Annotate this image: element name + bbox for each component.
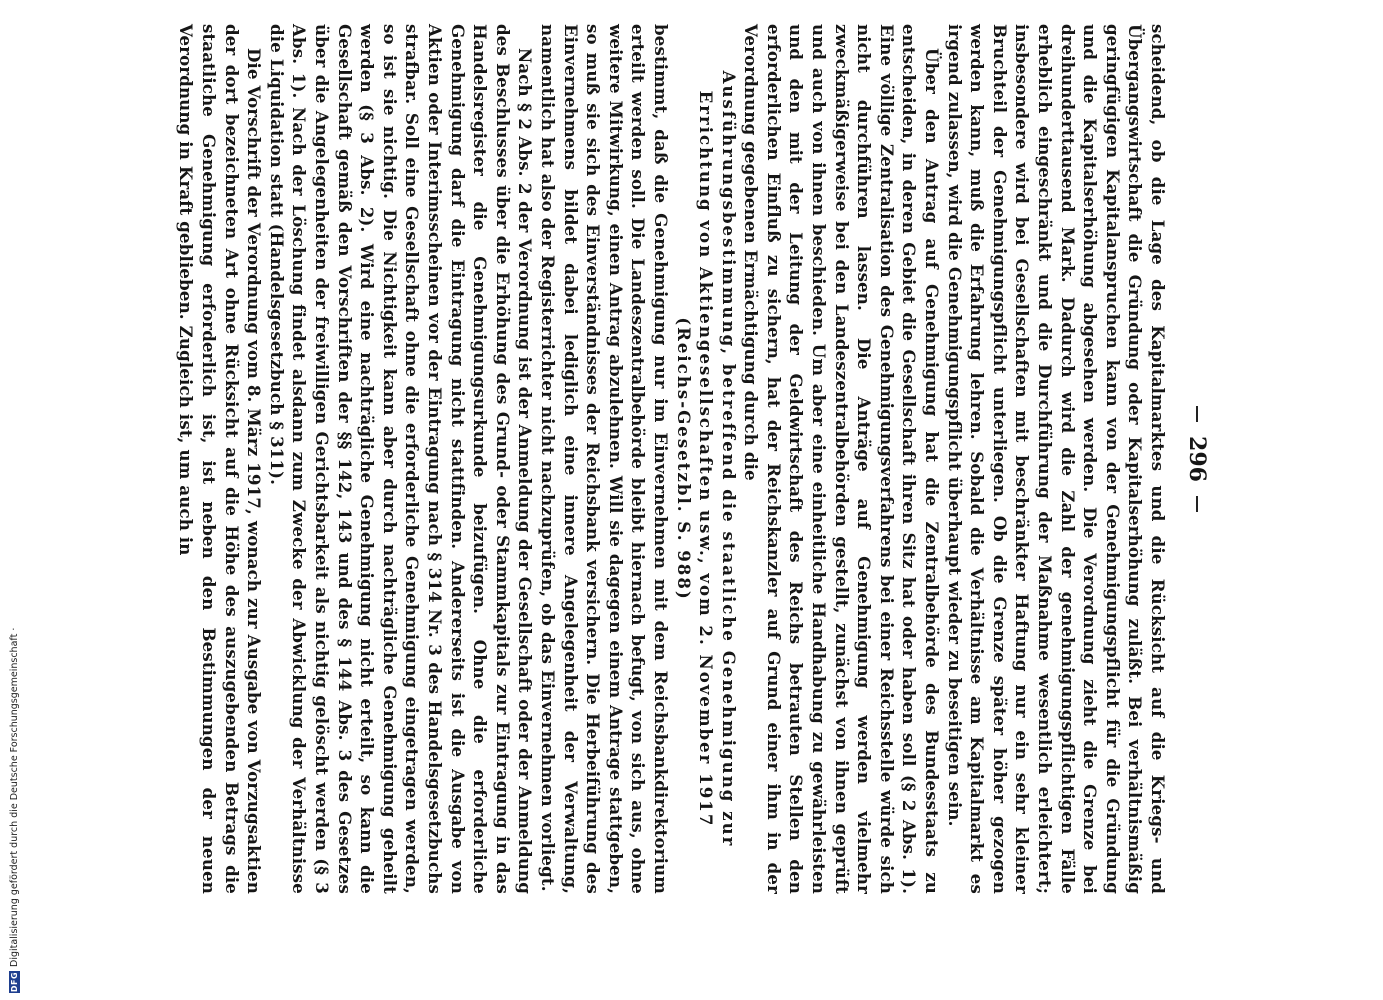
rotated-page bbox=[117, 24, 1217, 894]
section-heading: Ausführungsbestimmung, betreffend die staatliche Genehmigung zur Errichtung von Aktiengesellschaften usw., vom 2. November 1917 (Reichs-Gesetzbl. S. 988) bbox=[673, 70, 739, 848]
funding-note-text: Digitalisierung gefördert durch die Deutsche Forschungsgemeinschaft · bbox=[9, 627, 20, 967]
paragraph: Über den Antrag auf Genehmigung hat die Zentralbehörde des Bundesstaats zu entscheiden, in deren Gebiet die Gesellschaft ihren Sitz hat oder haben soll (§ 2 Abs. 1). Eine völlige Zentralisation des Genehmigungsverfahrens bei einer Reichsstelle würde sich nicht durchführen lassen. Die Anträge auf Genehmigung werden vielmehr zweckmäßigerweise bei den Landeszentralbehörden gestellt, zunächst von ihnen geprüft und auch von ihnen beschieden. Um aber eine einheitliche Handhabung zu gewährleisten und den mit der Leitung der Geldwirtschaft des Reichs betrauten Stellen den erforderlichen Einfluß zu sichern, hat der Reichskanzler auf Grund einer ihm in der Verordnung gegebenen Ermächtigung durch die bbox=[741, 24, 943, 894]
side-strip bbox=[0, 0, 18, 1000]
paragraph: scheidend, ob die Lage des Kapitalmarktes und die Rücksicht auf die Kriegs- und Übergangswirtschaft die Gründung oder Kapitalserhöhung zuläßt. Bei verhältnismäßig geringfügigen Kapitalanspruchen kann von der Genehmigungspflicht für die Gründung und die Kapitalserhöhung abgesehen werden. Die Verordnung zieht die Grenze bei dreihunderttausend Mark. Dadurch wird die Zahl der genehmigungspflichtigen Fälle erheblich eingeschränkt und die Durchführung der Maßnahme wesentlich erleichtert; insbesondere wird bei Gesellschaften mit beschränkter Haftung nur ein sehr kleiner Bruchteil der Genehmigungspflicht unterliegen. Ob die Grenze später höher gezogen werden kann, muß die Erfahrung lehren. Sobald die Verhältnisse am Kapitalmarkt es irgend zulassen, wird die Genehmigungspflicht überhaupt wieder zu beseitigen sein. bbox=[944, 24, 1168, 894]
paragraph: Die Vorschrift der Verordnung vom 8. März 1917, wonach zur Ausgabe von Vorzugsaktien der dort bezeichneten Art ohne Rücksicht auf die Höhe des auszugebenden Betrags die staatliche Genehmigung erforderlich ist, ist neben den Bestimmungen der neuen Verordnung in Kraft geblieben. Zugleich ist, um auch in bbox=[176, 24, 265, 894]
page-number: 296 bbox=[1184, 436, 1210, 482]
dfg-logo: DFG bbox=[10, 971, 19, 993]
header-dash-left bbox=[1196, 406, 1198, 422]
page-body bbox=[175, 24, 1169, 894]
funding-note bbox=[9, 628, 20, 993]
header-dash-right bbox=[1196, 496, 1198, 512]
paragraph: bestimmt, daß die Genehmigung nur im Einvernehmen mit dem Reichsbankdirektorium erteilt werden soll. Die Landeszentralbehörde bleibt hiernach befugt, von sich aus, ohne weitere Mitwirkung, einen Antrag abzulehnen. Will sie dagegen einem Antrage stattgeben, so muß sie sich des Einverständnisses der Reichsbank versichern. Die Herbeiführung des Einvernehmens bildet dabei lediglich eine innere Angelegenheit der Verwaltung, namentlich hat also der Registerrichter nicht nachzuprüfen, ob das Einvernehmen vorliegt. bbox=[537, 24, 671, 894]
paragraph: Nach § 2 Abs. 2 der Verordnung ist der Anmeldung der Gesellschaft oder der Anmeldung des Beschlusses über die Erhöhung des Grund- oder Stammkapitals zur Eintragung in das Handelsregister die Genehmigungsurkunde beizufügen. Ohne die erforderliche Genehmigung darf die Eintragung nicht stattfinden. Andererseits ist die Ausgabe von Aktien oder Interimsscheinen vor der Eintragung nach § 314 Nr. 3 des Handelsgesetzbuchs strafbar. Soll eine Gesellschaft ohne die erforderliche Genehmigung eingetragen werden, so ist sie nichtig. Die Nichtigkeit kann aber durch nachträgliche Genehmigung geheilt werden (§ 3 Abs. 2). Wird eine nachträgliche Genehmigung nicht erteilt, so kann die Gesellschaft gemäß den Vorschriften der §§ 142, 143 und des § 144 Abs. 3 des Gesetzes über die Angelegenheiten der freiwilligen Gerichtsbarkeit als nichtig gelöscht werden (§ 3 Abs. 1). Nach der Löschung findet alsdann zum Zwecke der Abwicklung der Verhältnisse die Liquidation statt (Handelsgesetzbuch § 311). bbox=[266, 24, 536, 894]
page-header bbox=[1177, 24, 1217, 894]
